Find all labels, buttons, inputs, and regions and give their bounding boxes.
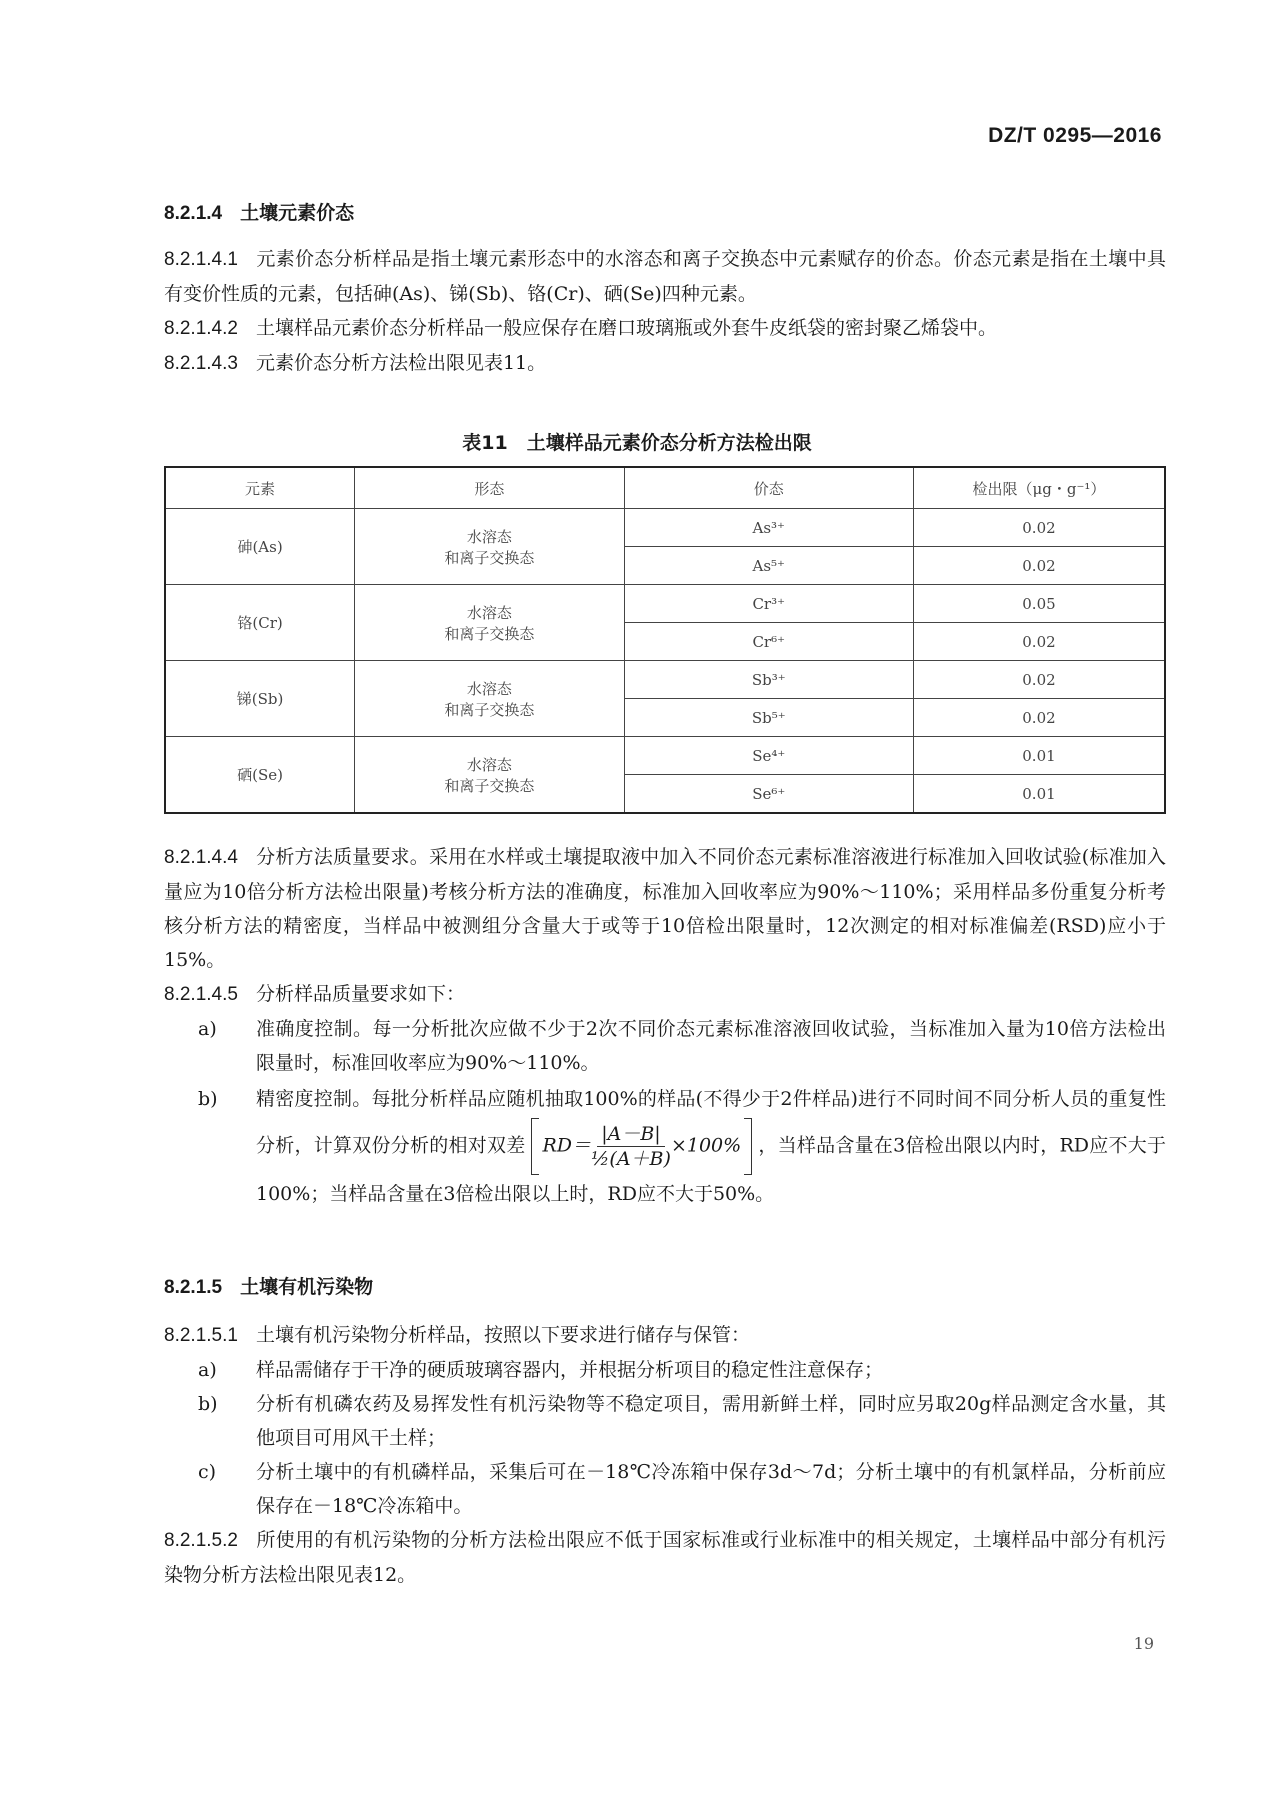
table-row bbox=[165, 509, 1165, 547]
header-limit: 检出限（μg・g⁻¹） bbox=[913, 467, 1165, 509]
section-8-2-1-5 bbox=[164, 1270, 1166, 1305]
cell-form bbox=[355, 661, 624, 737]
formula-fraction bbox=[591, 1122, 671, 1171]
clause-8-2-1-5-2 bbox=[164, 1523, 1166, 1592]
cell-limit: 0.02 bbox=[913, 623, 1165, 661]
cell-limit: 0.02 bbox=[913, 547, 1165, 585]
section-8-2-1-4 bbox=[164, 196, 1166, 231]
clause-number: 8.2.1.4.4 bbox=[164, 847, 238, 868]
list-item bbox=[164, 1080, 1166, 1213]
clause-text: 土壤样品元素价态分析样品一般应保存在磨口玻璃瓶或外套牛皮纸袋的密封聚乙烯袋中。 bbox=[255, 317, 997, 339]
cell-valence: Sb⁵⁺ bbox=[624, 699, 913, 737]
list-item-text: 分析土壤中的有机磷样品，采集后可在－18℃冷冻箱中保存3d～7d；分析土壤中的有机氯样品，分析前应保存在－18℃冷冻箱中。 bbox=[256, 1461, 1166, 1517]
list-item-text: 精密度控制。每批分析样品应随机抽取100%的样品(不得少于2件样品)进行不同时间不同分析人员的重复性分析，计算双份分析的相对双差 bbox=[256, 1088, 1166, 1157]
list-item-text: ，当样品含量在3倍检出限以内时，RD应不大于100%；当样品含量在3倍检出限以上时，RD应不大于50%。 bbox=[256, 1134, 1166, 1205]
list-item bbox=[164, 1012, 1166, 1080]
clause-number: 8.2.1.5.2 bbox=[164, 1530, 238, 1551]
cell-valence: Sb³⁺ bbox=[624, 661, 913, 699]
formula-lhs: RD＝ bbox=[542, 1134, 591, 1157]
clause-8-2-1-5-1 bbox=[164, 1318, 1166, 1353]
clause-number: 8.2.1.5.1 bbox=[164, 1325, 238, 1346]
clause-number: 8.2.1.4.3 bbox=[164, 353, 238, 374]
rd-formula bbox=[531, 1118, 752, 1175]
cell-limit: 0.02 bbox=[913, 509, 1165, 547]
clause-number: 8.2.1.4.5 bbox=[164, 984, 238, 1005]
header-valence: 价态 bbox=[624, 467, 913, 509]
table-11-caption: 表11 土壤样品元素价态分析方法检出限 bbox=[462, 432, 812, 454]
cell-form bbox=[355, 737, 624, 814]
formula-tail: ×100% bbox=[670, 1134, 742, 1157]
clauses-8-2-1-4-1-to-3 bbox=[164, 242, 1166, 381]
list-item-text: 分析有机磷农药及易挥发性有机污染物等不稳定项目，需用新鲜土样，同时应另取20g样品测定含水量，其他项目可用风干土样； bbox=[256, 1393, 1166, 1449]
list-item bbox=[164, 1353, 1166, 1387]
section-title: 土壤有机污染物 bbox=[240, 1276, 374, 1298]
page-number: 19 bbox=[1133, 1634, 1154, 1653]
cell-element: 铬(Cr) bbox=[165, 585, 355, 661]
clause-8-2-1-4-2 bbox=[164, 311, 1166, 346]
list-item bbox=[164, 1455, 1166, 1523]
cell-limit: 0.02 bbox=[913, 699, 1165, 737]
header-form: 形态 bbox=[355, 467, 624, 509]
cell-form bbox=[355, 509, 624, 585]
form-line: 水溶态 bbox=[466, 603, 512, 622]
clause-text: 元素价态分析方法检出限见表11。 bbox=[255, 352, 547, 374]
table-11 bbox=[164, 466, 1166, 814]
clause-text: 所使用的有机污染物的分析方法检出限应不低于国家标准或行业标准中的相关规定，土壤样品中部分有机污染物分析方法检出限见表12。 bbox=[164, 1529, 1166, 1586]
cell-limit: 0.01 bbox=[913, 737, 1165, 775]
list-item-text: 准确度控制。每一分析批次应做不少于2次不同价态元素标准溶液回收试验，当标准加入量为10倍方法检出限量时，标准回收率应为90%～110%。 bbox=[256, 1018, 1166, 1074]
cell-valence: Se⁶⁺ bbox=[624, 775, 913, 814]
table-row bbox=[165, 737, 1165, 775]
clauses-8-2-1-5 bbox=[164, 1318, 1166, 1592]
clause-text: 土壤有机污染物分析样品，按照以下要求进行储存与保管： bbox=[255, 1324, 750, 1346]
cell-element: 锑(Sb) bbox=[165, 661, 355, 737]
list-marker: a) bbox=[198, 1018, 217, 1040]
form-line: 水溶态 bbox=[466, 527, 512, 546]
list-marker: a) bbox=[198, 1359, 217, 1381]
cell-element: 硒(Se) bbox=[165, 737, 355, 814]
clause-8-2-1-4-5 bbox=[164, 977, 1166, 1012]
cell-valence: As³⁺ bbox=[624, 509, 913, 547]
clauses-8-2-1-4-4-to-5 bbox=[164, 840, 1166, 1213]
form-line: 和离子交换态 bbox=[444, 700, 535, 719]
table-row bbox=[165, 585, 1165, 623]
cell-limit: 0.02 bbox=[913, 661, 1165, 699]
form-line: 和离子交换态 bbox=[444, 776, 535, 795]
cell-limit: 0.01 bbox=[913, 775, 1165, 814]
cell-valence: As⁵⁺ bbox=[624, 547, 913, 585]
form-line: 和离子交换态 bbox=[444, 624, 535, 643]
cell-form bbox=[355, 585, 624, 661]
clause-text: 元素价态分析样品是指土壤元素形态中的水溶态和离子交换态中元素赋存的价态。价态元素是指在土壤中具有变价性质的元素，包括砷(As)、锑(Sb)、铬(Cr)、硒(Se)四种元素。 bbox=[164, 248, 1166, 305]
list-item bbox=[164, 1387, 1166, 1455]
cell-limit: 0.05 bbox=[913, 585, 1165, 623]
cell-element: 砷(As) bbox=[165, 509, 355, 585]
cell-valence: Cr³⁺ bbox=[624, 585, 913, 623]
formula-denominator: ½(A＋B) bbox=[591, 1148, 671, 1170]
list-marker: b) bbox=[198, 1393, 218, 1415]
cell-valence: Se⁴⁺ bbox=[624, 737, 913, 775]
header-element: 元素 bbox=[165, 467, 355, 509]
table-row bbox=[165, 661, 1165, 699]
section-number: 8.2.1.4 bbox=[164, 203, 223, 224]
form-line: 水溶态 bbox=[466, 679, 512, 698]
clause-number: 8.2.1.4.1 bbox=[164, 249, 238, 270]
list-marker: b) bbox=[198, 1088, 218, 1110]
section-number: 8.2.1.5 bbox=[164, 1277, 223, 1298]
clause-8-2-1-4-3 bbox=[164, 346, 1166, 381]
cell-valence: Cr⁶⁺ bbox=[624, 623, 913, 661]
list-item-text: 样品需储存于干净的硬质玻璃容器内，并根据分析项目的稳定性注意保存； bbox=[256, 1359, 884, 1381]
clause-text: 分析方法质量要求。采用在水样或土壤提取液中加入不同价态元素标准溶液进行标准加入回收试验(标准加入量应为10倍分析方法检出限量)考核分析方法的准确度，标准加入回收率应为90%～110%；采用样品多份重复分析考核分析方法的精密度，当样品中被测组分含量大于或等于10倍检出限量时，12次测定的相对标准偏差(RSD)应小于15%。 bbox=[164, 846, 1166, 971]
section-title: 土壤元素价态 bbox=[240, 202, 355, 224]
form-line: 和离子交换态 bbox=[444, 548, 535, 567]
list-marker: c) bbox=[198, 1461, 217, 1483]
standard-id: DZ/T 0295—2016 bbox=[988, 124, 1162, 147]
form-line: 水溶态 bbox=[466, 755, 512, 774]
clause-8-2-1-4-4 bbox=[164, 840, 1166, 977]
clause-text: 分析样品质量要求如下： bbox=[255, 983, 465, 1005]
formula-numerator: |A－B| bbox=[597, 1122, 665, 1147]
table-header-row bbox=[165, 467, 1165, 509]
clause-number: 8.2.1.4.2 bbox=[164, 318, 238, 339]
clause-8-2-1-4-1 bbox=[164, 242, 1166, 311]
